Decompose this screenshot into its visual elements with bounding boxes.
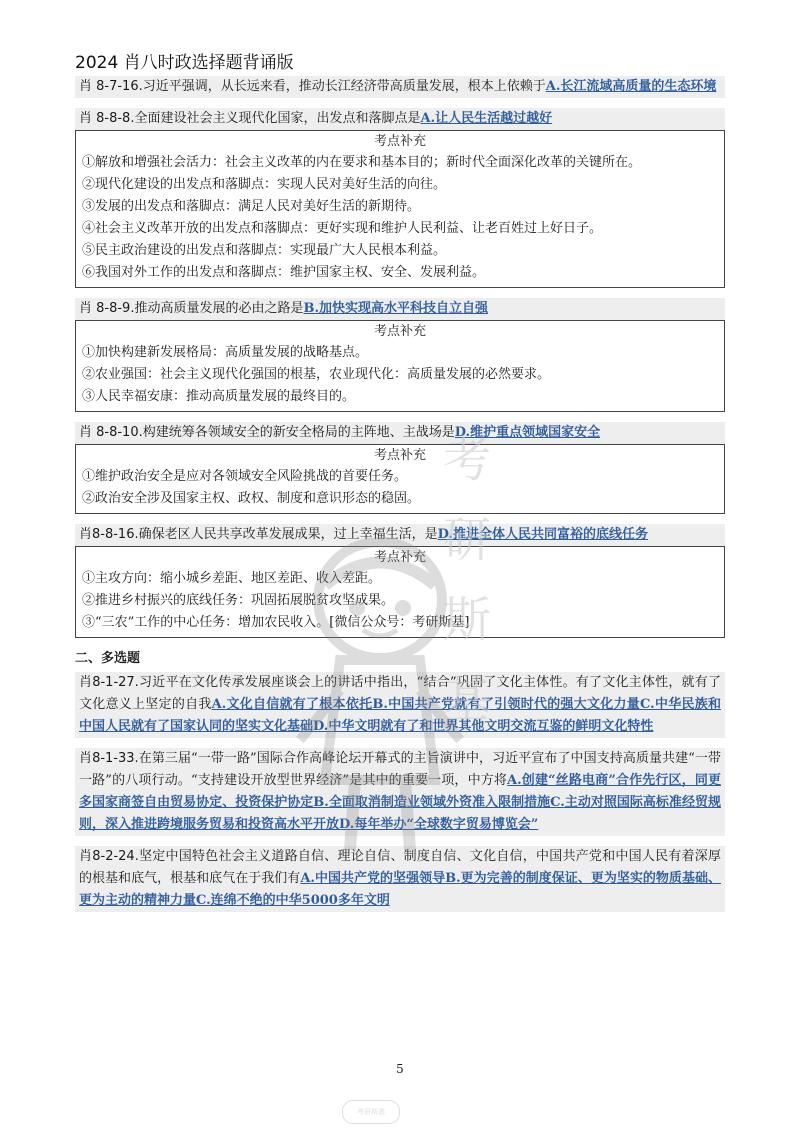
- question-number: 肖 8-8-9.: [79, 301, 135, 316]
- question-answer: A.文化自信就有了根本依托B.中国共产党就有了引领时代的强大文化力量C.中华民族和中国人民就有了国家认同的坚实文化基础D.中华文明就有了和世界其他文明交流互鉴的鲜明文化特性: [79, 697, 721, 734]
- supplement-line: ①维护政治安全是应对各领域安全风险挑战的首要任务。: [82, 469, 408, 484]
- supplement-box: [75, 320, 725, 412]
- watermark-mascot-icon: [285, 530, 475, 860]
- supplement-line: ②推进乡村振兴的底线任务：巩固拓展脱贫攻坚成果。: [82, 593, 395, 608]
- supplement-line: ④社会主义改革开放的出发点和落脚点：更好实现和维护人民利益、让老百姓过上好日子。: [82, 221, 603, 236]
- supplement-title: 考点补充: [373, 134, 426, 149]
- watermark-char: 考: [442, 432, 491, 488]
- supplement-title: 考点补充: [373, 324, 426, 339]
- page-number: 5: [396, 1062, 404, 1076]
- question-text: 推动高质量发展的必由之路是: [134, 301, 304, 316]
- question-number: 肖 8-8-8.: [79, 111, 135, 126]
- question-item: [75, 76, 725, 98]
- question-text: 习近平在文化传承发展座谈会上的讲话中指出，“结合”巩固了文化主体性。有了文化主体性，就有了文化意义上坚定的自我: [79, 675, 721, 712]
- question-answer: A.中国共产党的坚强领导B.更为完善的制度保证、更为坚实的物质基础、更为主动的精神力量C.连绵不绝的中华5000多年文明: [79, 871, 721, 908]
- supplement-line: ⑤民主政治建设的出发点和落脚点：实现最广大人民根本利益。: [82, 243, 447, 258]
- watermark-char: 斯: [442, 592, 491, 648]
- question-text: 构建统筹各领域安全的新安全格局的主阵地、主战场是: [142, 425, 455, 440]
- question-number: 肖8-2-24.: [79, 849, 139, 864]
- supplement-line: ②现代化建设的出发点和落脚点：实现人民对美好生活的向往。: [82, 177, 447, 192]
- supplement-line: ①主攻方向：缩小城乡差距、地区差距、收入差距。: [82, 571, 382, 586]
- question-number: 肖8-8-16.: [79, 527, 139, 542]
- supplement-line: ⑥我国对外工作的出发点和落脚点：维护国家主权、安全、发展利益。: [82, 265, 486, 280]
- question-answer: B.加快实现高水平科技自立自强: [303, 301, 488, 316]
- document-header: [75, 48, 725, 77]
- watermark-char: 基: [442, 672, 491, 728]
- header-title: 2024 肖八时政选择题背诵版: [75, 53, 294, 73]
- supplement-box: [75, 444, 725, 514]
- question-item: [75, 298, 725, 320]
- supplement-line: ②政治安全涉及国家主权、政权、制度和意识形态的稳固。: [82, 491, 421, 506]
- question-answer: D.推进全体人民共同富裕的底线任务: [437, 527, 648, 542]
- question-text: 坚定中国特色社会主义道路自信、理论自信、制度自信、文化自信，中国共产党和中国人民有着深厚的根基和底气，根基和底气在于我们有: [79, 849, 721, 886]
- watermark-seal: 考研斯基: [342, 1100, 400, 1124]
- supplement-line: ③发展的出发点和落脚点：满足人民对美好生活的新期待。: [82, 199, 421, 214]
- section-heading: 二、多选题: [75, 651, 141, 666]
- question-number: 肖 8-7-16.: [79, 79, 143, 94]
- supplement-line: ②农业强国：社会主义现代化强国的根基，农业现代化：高质量发展的必然要求。: [82, 367, 551, 382]
- supplement-box: [75, 130, 725, 288]
- question-text: 确保老区人民共享改革发展成果，过上幸福生活，是: [138, 527, 438, 542]
- question-text: 全面建设社会主义现代化国家，出发点和落脚点是: [134, 111, 421, 126]
- supplement-title: 考点补充: [373, 448, 426, 463]
- watermark-char: 研: [442, 512, 491, 568]
- question-item: [75, 108, 725, 130]
- question-number: 肖8-1-33.: [79, 751, 139, 766]
- supplement-line: ③“三农”工作的中心任务：增加农民收入。[微信公众号：考研斯基]: [82, 615, 470, 630]
- supplement-title: 考点补充: [373, 550, 426, 565]
- question-answer: D.维护重点领域国家安全: [454, 425, 601, 440]
- supplement-line: ①加快构建新发展格局：高质量发展的战略基点。: [82, 345, 369, 360]
- supplement-line: ①解放和增强社会活力：社会主义改革的内在要求和基本目的；新时代全面深化改革的关键所在。: [82, 155, 642, 170]
- question-text: 在第三届“一带一路”国际合作高峰论坛开幕式的主旨演讲中，习近平宣布了中国支持高质量共建“一带一路”的八项行动。“支持建设开放型世界经济”是其中的重要一项，中方将: [79, 751, 721, 788]
- question-number: 肖8-1-27.: [79, 675, 139, 690]
- supplement-line: ③人民幸福安康：推动高质量发展的最终目的。: [82, 389, 356, 404]
- question-text: 习近平强调，从长远来看，推动长江经济带高质量发展，根本上依赖于: [142, 79, 546, 94]
- question-answer: A.让人民生活越过越好: [420, 111, 553, 126]
- question-answer: A.创建“丝路电商”合作先行区，同更多国家商签自由贸易协定、投资保护协定B.全面取消制造业领域外资准入限制措施C.主动对照国际高标准经贸规则，深入推进跨境服务贸易和投资高水平开放D.每年举办“全球数字贸易博览会”: [79, 773, 721, 832]
- question-item: [75, 422, 725, 444]
- question-answer: A.长江流域高质量的生态环境: [545, 79, 717, 94]
- question-number: 肖 8-8-10.: [79, 425, 143, 440]
